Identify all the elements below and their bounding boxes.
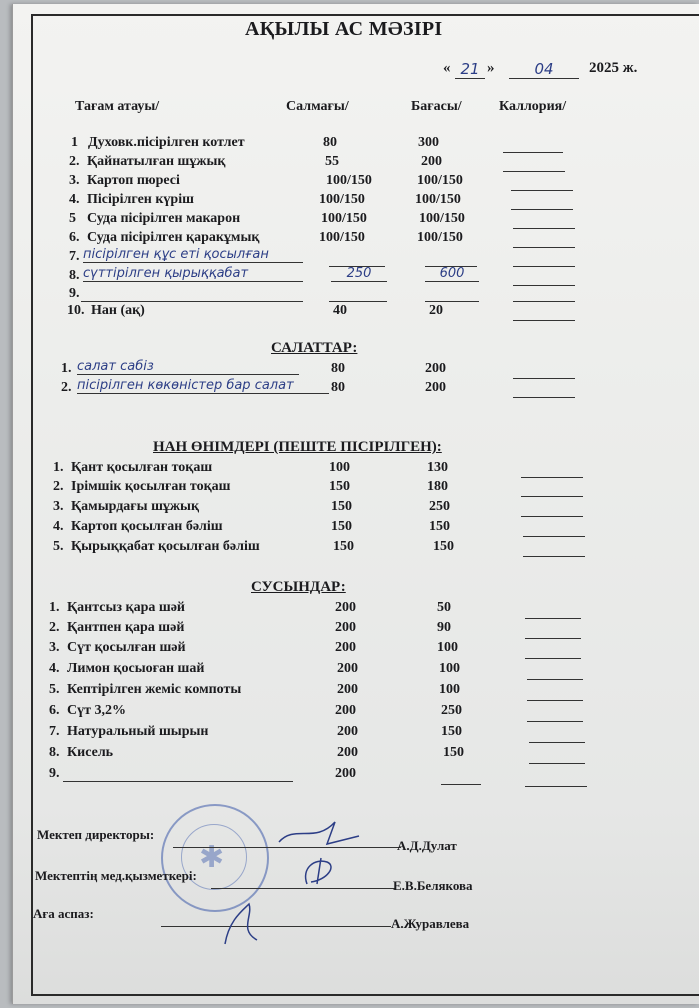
item-price: 100/150 <box>417 173 463 188</box>
item-price: 250 <box>429 499 450 514</box>
calories-blank <box>529 742 585 743</box>
item-number: 9. <box>69 286 80 301</box>
calories-blank <box>521 516 583 517</box>
item-weight: 100/150 <box>319 192 365 207</box>
item-weight: 200 <box>335 640 356 655</box>
item-price: 100 <box>437 640 458 655</box>
signature-person: А.Д.Дулат <box>397 838 457 853</box>
item-price: 90 <box>437 620 451 635</box>
item-weight: 200 <box>335 600 356 615</box>
item-name: Нан (ақ) <box>91 303 145 318</box>
item-price: 150 <box>441 724 462 739</box>
item-name-handwritten: пісірілген көкөністер бар салат <box>77 378 329 394</box>
calories-blank <box>513 228 575 229</box>
item-weight: 150 <box>329 479 350 494</box>
signature-person: Е.В.Белякова <box>393 878 473 893</box>
item-number: 7. <box>69 249 80 264</box>
item-name: Кептірілген жеміс компоты <box>67 682 242 697</box>
item-price: 150 <box>429 519 450 534</box>
signature-line <box>161 926 391 927</box>
item-weight: 200 <box>335 703 356 718</box>
signature-scribble <box>275 814 365 850</box>
item-number: 9. <box>49 766 60 781</box>
item-number: 2. <box>49 620 60 635</box>
item-name: Қырыққабат қосылған бәліш <box>71 539 260 554</box>
price-blank <box>441 784 481 785</box>
item-price: 100/150 <box>419 211 465 226</box>
name-blank <box>81 301 303 302</box>
item-price: 200 <box>421 154 442 169</box>
calories-blank <box>525 618 581 619</box>
calories-blank <box>521 496 583 497</box>
item-number: 6. <box>49 703 60 718</box>
item-name: Қантпен қара шәй <box>67 620 185 635</box>
calories-blank <box>525 786 587 787</box>
calories-blank <box>529 763 585 764</box>
bakery-heading: НАН ӨНІМДЕРІ (ПЕШТЕ ПІСІРІЛГЕН): <box>153 439 442 455</box>
price-blank <box>425 301 479 302</box>
salads-heading: САЛАТТАР: <box>271 340 358 356</box>
item-name: Натуральный шырын <box>67 724 209 739</box>
calories-blank <box>513 378 575 379</box>
item-weight: 40 <box>333 303 347 318</box>
item-name: Суда пісірілген қаракұмық <box>87 230 260 245</box>
item-number: 7. <box>49 724 60 739</box>
item-weight: 200 <box>337 724 358 739</box>
item-number: 3. <box>53 499 64 514</box>
calories-blank <box>513 266 575 267</box>
col-header-name: Тағам атауы/ <box>75 99 160 114</box>
item-number: 5 <box>69 211 76 226</box>
item-weight: 80 <box>323 135 337 150</box>
calories-blank <box>521 477 583 478</box>
item-weight: 100/150 <box>326 173 372 188</box>
item-price: 100/150 <box>415 192 461 207</box>
menu-document <box>12 4 699 1004</box>
drinks-heading: СУСЫНДАР: <box>251 579 346 595</box>
calories-blank <box>527 721 583 722</box>
item-weight: 250 <box>331 266 387 282</box>
item-weight: 200 <box>337 745 358 760</box>
item-name: Сүт 3,2% <box>67 703 126 718</box>
item-number: 8. <box>69 268 80 283</box>
col-header-calories: Каллория/ <box>499 99 567 114</box>
calories-blank <box>513 247 575 248</box>
item-name: Қамырдағы шұжық <box>71 499 200 514</box>
item-weight: 150 <box>331 499 352 514</box>
item-name: Картоп қосылған бәліш <box>71 519 223 534</box>
signature-person: А.Журавлева <box>391 916 470 931</box>
item-name: Қайнатылған шұжық <box>87 154 226 169</box>
signature-scribble <box>219 900 269 948</box>
calories-blank <box>523 556 585 557</box>
item-number: 10. <box>67 303 85 318</box>
item-number: 6. <box>69 230 80 245</box>
item-number: 5. <box>49 682 60 697</box>
item-number: 3. <box>49 640 60 655</box>
calories-blank <box>513 301 575 302</box>
item-price: 150 <box>443 745 464 760</box>
calories-blank <box>525 638 581 639</box>
date-year: 2025 ж. <box>589 60 638 76</box>
item-price: 150 <box>433 539 454 554</box>
item-number: 2. <box>53 479 64 494</box>
item-weight: 80 <box>331 361 345 376</box>
item-price: 130 <box>427 460 448 475</box>
signature-line <box>211 888 395 889</box>
calories-blank <box>503 152 563 153</box>
calories-blank <box>503 171 565 172</box>
item-number: 1 <box>71 135 78 150</box>
calories-blank <box>513 397 575 398</box>
item-weight: 150 <box>333 539 354 554</box>
item-number: 8. <box>49 745 60 760</box>
calories-blank <box>513 285 575 286</box>
date-month: 04 <box>509 60 579 79</box>
official-stamp <box>161 804 269 912</box>
item-weight: 200 <box>335 620 356 635</box>
signature-role: Аға аспаз: <box>33 906 94 921</box>
weight-blank <box>329 301 387 302</box>
item-name: Суда пісірілген макарон <box>87 211 241 226</box>
item-weight: 200 <box>337 661 358 676</box>
calories-blank <box>511 209 573 210</box>
calories-blank <box>523 536 585 537</box>
item-number: 4. <box>53 519 64 534</box>
item-weight: 100/150 <box>319 230 365 245</box>
item-weight: 200 <box>337 682 358 697</box>
item-price: 50 <box>437 600 451 615</box>
item-weight: 150 <box>331 519 352 534</box>
item-weight: 100 <box>329 460 350 475</box>
signature-role: Мектеп директоры: <box>37 827 155 842</box>
item-price: 600 <box>425 266 479 282</box>
item-weight: 80 <box>331 380 345 395</box>
item-price: 250 <box>441 703 462 718</box>
item-name: Ірімшік қосылған тоқаш <box>71 479 231 494</box>
item-price: 100/150 <box>417 230 463 245</box>
item-name-handwritten: пісірілген құс еті қосылған <box>83 247 303 263</box>
signature-scribble <box>297 854 347 888</box>
item-name: Кисель <box>67 745 114 760</box>
item-name: Лимон қосыоған шай <box>67 661 205 676</box>
calories-blank <box>525 658 581 659</box>
item-price: 100 <box>439 661 460 676</box>
item-name-handwritten: салат сабіз <box>77 359 299 375</box>
calories-blank <box>511 190 573 191</box>
col-header-price: Бағасы/ <box>411 99 462 114</box>
item-number: 4. <box>49 661 60 676</box>
item-name: Қант қосылған тоқаш <box>71 460 213 475</box>
calories-blank <box>513 320 575 321</box>
date-open-quote: « <box>443 60 451 76</box>
calories-blank <box>527 679 583 680</box>
item-price: 200 <box>425 361 446 376</box>
item-number: 5. <box>53 539 64 554</box>
name-blank <box>63 781 293 782</box>
item-price: 200 <box>425 380 446 395</box>
date-day: 21 <box>455 60 485 79</box>
item-name: Картоп пюресі <box>87 173 180 188</box>
item-price: 180 <box>427 479 448 494</box>
item-number: 2. <box>61 380 72 395</box>
item-number: 2. <box>69 154 80 169</box>
item-name: Қантсыз қара шәй <box>67 600 185 615</box>
item-name: Сүт қосылған шәй <box>67 640 186 655</box>
item-number: 1. <box>53 460 64 475</box>
item-number: 4. <box>69 192 80 207</box>
item-name-handwritten: сүттірілген қырыққабат <box>83 266 303 282</box>
item-price: 20 <box>429 303 443 318</box>
emblem-icon: ✱ <box>199 840 225 875</box>
calories-blank <box>527 700 583 701</box>
date-close-quote: » <box>487 60 495 76</box>
item-name: Духовк.пісірілген котлет <box>88 135 245 150</box>
item-number: 1. <box>61 361 72 376</box>
item-weight: 55 <box>325 154 339 169</box>
item-price: 300 <box>418 135 439 150</box>
item-name: Пісірілген күріш <box>87 192 194 207</box>
item-number: 1. <box>49 600 60 615</box>
item-weight: 100/150 <box>321 211 367 226</box>
col-header-weight: Салмағы/ <box>286 99 349 114</box>
item-price: 100 <box>439 682 460 697</box>
item-number: 3. <box>69 173 80 188</box>
page-title: АҚЫЛЫ АС МӘЗІРІ <box>245 18 443 40</box>
signature-role: Мектептің мед.қызметкері: <box>35 868 197 883</box>
item-weight: 200 <box>335 766 356 781</box>
